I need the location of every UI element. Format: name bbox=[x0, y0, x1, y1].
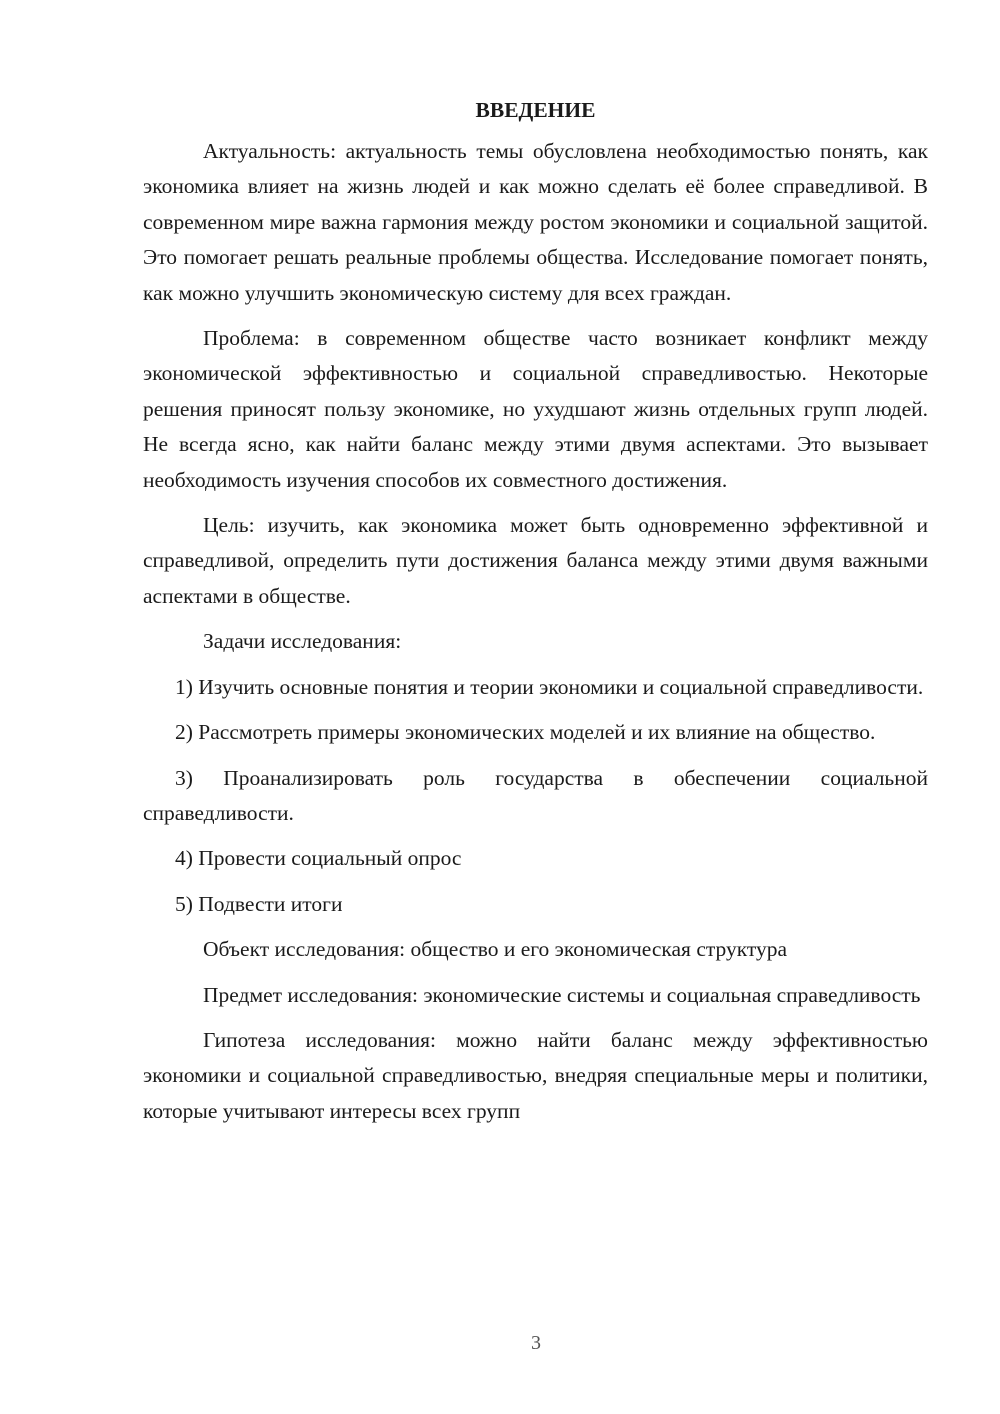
relevance-paragraph: Актуальность: актуальность темы обусловлена необходимостью понять, как экономика влияет на жизнь людей и как можно сделать её более справедливой. В современном мире важна гармония между ростом экономики и социальной защитой. Это помогает решать реальные проблемы общества. Исследование помогает понять, как можно улучшить экономическую систему для всех граждан. bbox=[143, 139, 928, 305]
goal-paragraph: Цель: изучить, как экономика может быть одновременно эффективной и справедливой, определить пути достижения баланса между этими двумя важными аспектами в обществе. bbox=[143, 513, 928, 608]
object-paragraph: Объект исследования: общество и его экономическая структура bbox=[203, 937, 788, 962]
page-number: 3 bbox=[531, 1332, 541, 1354]
document-page bbox=[143, 92, 928, 1139]
hypothesis-paragraph: Гипотеза исследования: можно найти баланс между эффективностью экономики и социальной справедливостью, внедряя специальные меры и политики, которые учитывают интересы всех групп bbox=[143, 1027, 928, 1123]
task-item-1: 1) Изучить основные понятия и теории экономики и социальной справедливости. bbox=[175, 674, 924, 699]
section-heading: ВВЕДЕНИЕ bbox=[475, 98, 596, 122]
task-item-3: 3) Проанализировать роль государства в обеспечении социальной справедливости. bbox=[143, 765, 928, 825]
tasks-heading: Задачи исследования: bbox=[203, 629, 402, 654]
task-item-5: 5) Подвести итоги bbox=[175, 891, 343, 916]
subject-paragraph: Предмет исследования: экономические системы и социальная справедливость bbox=[203, 982, 921, 1007]
task-item-2: 2) Рассмотреть примеры экономических моделей и их влияние на общество. bbox=[175, 720, 876, 745]
problem-paragraph: Проблема: в современном обществе часто возникает конфликт между экономической эффективностью и социальной справедливостью. Некоторые решения приносят пользу экономике, но ухудшают жизнь отдельных групп людей. Не всегда ясно, как найти баланс между этими двумя аспектами. Это вызывает необходимость изучения способов их совместного достижения. bbox=[143, 326, 928, 492]
task-item-4: 4) Провести социальный опрос bbox=[175, 846, 462, 871]
